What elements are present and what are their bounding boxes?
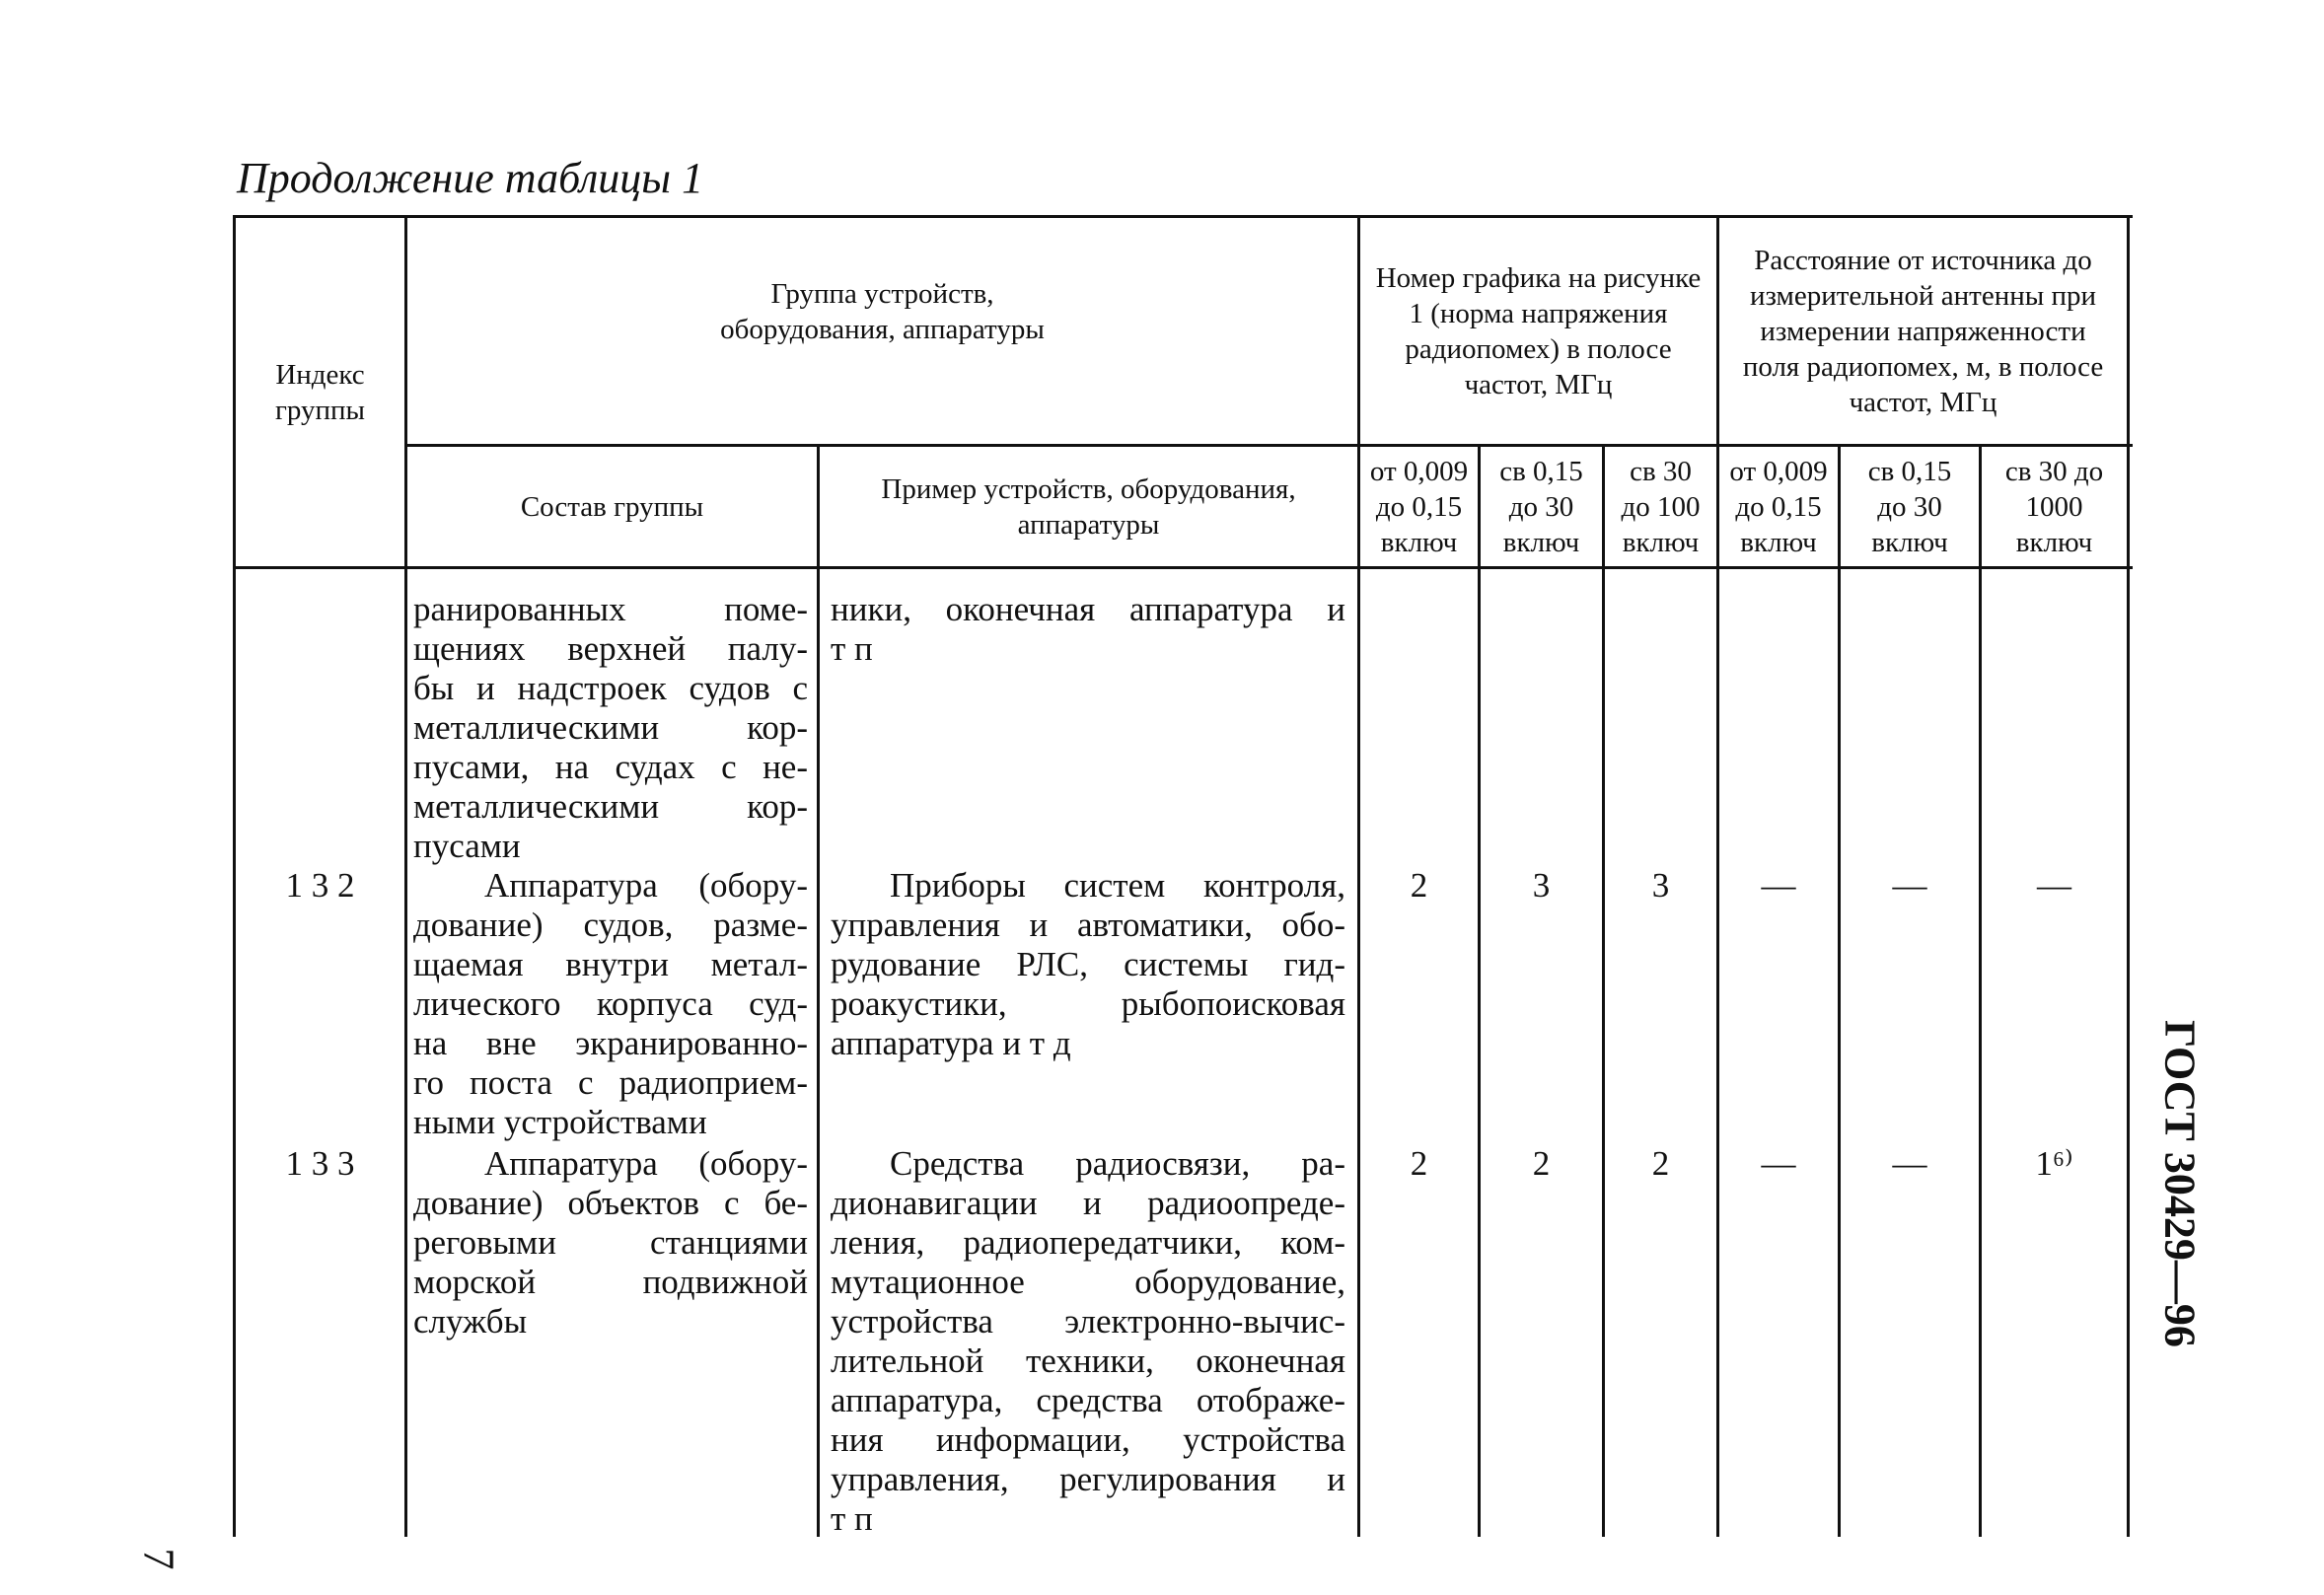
text-line: пусами, на судах с не- — [413, 748, 808, 786]
header-band-1 — [1360, 447, 1478, 566]
header-composition — [407, 447, 817, 566]
rule-composition — [817, 444, 820, 1537]
header-distance — [1719, 218, 2127, 444]
row-2-index: 1 3 3 — [285, 1144, 355, 1183]
header-example-text: Пример устройств, оборудования, аппаратуры — [881, 472, 1296, 541]
text-line: морской подвижной — [413, 1263, 808, 1301]
text-line: дование) судов, разме- — [413, 906, 808, 944]
text-line: дионавигации и радиоопреде- — [831, 1184, 1345, 1222]
row-0-example — [831, 590, 1345, 669]
rule-band1 — [1478, 444, 1481, 1537]
header-band-2-text: св 0,15 до 30 включ — [1499, 455, 1583, 558]
row-2-dist-2: — — [1892, 1144, 1927, 1183]
row-0-composition — [413, 590, 808, 866]
row-2-dist-3: 1⁶⁾ — [2035, 1144, 2073, 1183]
header-example — [820, 447, 1357, 566]
text-line: дование) объектов с бе- — [413, 1184, 808, 1222]
row-1-band-2: 3 — [1532, 866, 1551, 905]
header-dist-band-3 — [1982, 447, 2127, 566]
text-line: службы — [413, 1302, 528, 1341]
row-2-band-1: 2 — [1410, 1144, 1428, 1183]
header-graph-number-text: Номер графика на рисунке 1 (норма напряжения радиопомех) в полосе частот, МГц — [1375, 261, 1702, 400]
text-line: го поста с радиоприем- — [413, 1063, 808, 1102]
row-1-band-3: 3 — [1651, 866, 1670, 905]
text-line: роакустики, рыбопоисковая — [831, 984, 1345, 1023]
text-line: аппаратура и т д — [831, 1024, 1071, 1062]
text-line: ния информации, устройства — [831, 1420, 1345, 1459]
row-1-composition — [413, 866, 808, 1142]
row-1-dist-3: — — [2037, 866, 2071, 905]
row-2-composition — [413, 1144, 808, 1341]
document-code-side-label: ГОСТ 30429—96 — [2155, 1020, 2205, 1347]
text-line: Аппаратура (обору- — [484, 1144, 808, 1183]
row-2-dist-1: — — [1761, 1144, 1796, 1183]
text-line: устройства электронно-вычис- — [831, 1302, 1345, 1341]
text-line: ными устройствами — [413, 1103, 707, 1141]
rule-dist2 — [1979, 444, 1982, 1537]
header-band-2 — [1481, 447, 1602, 566]
row-2-band-3: 2 — [1651, 1144, 1670, 1183]
text-line: лительной техники, оконечная — [831, 1341, 1345, 1380]
rule-right — [2127, 215, 2130, 1537]
text-line: т п — [831, 629, 873, 668]
text-line: лического корпуса суд- — [413, 984, 808, 1023]
row-1-dist-1: — — [1761, 866, 1796, 905]
row-2-example — [831, 1144, 1345, 1539]
header-dist-band-1-text: от 0,009 до 0,15 включ — [1729, 455, 1828, 558]
header-dist-band-3-text: св 30 до 1000 включ — [2004, 455, 2104, 558]
table-caption: Продолжение таблицы 1 — [237, 154, 704, 202]
text-line: т п — [831, 1499, 873, 1538]
text-line: щаемая внутри метал- — [413, 945, 808, 983]
row-1-example — [831, 866, 1345, 1063]
header-dist-band-1 — [1719, 447, 1838, 566]
text-line: на вне экранированно- — [413, 1024, 808, 1062]
header-group-text: Группа устройств, оборудования, аппаратуры — [720, 277, 1045, 345]
text-line: управления, регулирования и — [831, 1460, 1345, 1498]
row-2-band-2: 2 — [1532, 1144, 1551, 1183]
text-line: щениях верхней палу- — [413, 629, 808, 668]
rule-dist1 — [1838, 444, 1841, 1537]
text-line: металлическими кор- — [413, 708, 808, 747]
text-line: мутационное оборудование, — [831, 1263, 1345, 1301]
row-1-dist-2: — — [1892, 866, 1927, 905]
header-index — [236, 218, 404, 566]
text-line: реговыми станциями — [413, 1223, 808, 1262]
text-line: Аппаратура (обору- — [484, 866, 808, 905]
page-number: 7 — [134, 1548, 183, 1570]
text-line: Средства радиосвязи, ра- — [890, 1144, 1345, 1183]
header-band-3-text: св 30 до 100 включ — [1621, 455, 1701, 558]
text-line: бы и надстроек судов с — [413, 669, 808, 707]
header-dist-band-2-text: св 0,15 до 30 включ — [1867, 455, 1952, 558]
header-index-text: Индекс группы — [274, 358, 366, 426]
header-distance-text: Расстояние от источника до измерительной антенны при измерении напряженности поля радиопомех, м, в полосе частот, МГц — [1742, 244, 2104, 418]
header-composition-text: Состав группы — [520, 490, 704, 523]
text-line: металлическими кор- — [413, 787, 808, 826]
header-graph-number — [1360, 218, 1716, 444]
header-band-1-text: от 0,009 до 0,15 включ — [1369, 455, 1469, 558]
text-line: пусами — [413, 827, 521, 865]
rule-band2 — [1602, 444, 1605, 1537]
text-line: рудование РЛС, системы гид- — [831, 945, 1345, 983]
header-group — [407, 218, 1357, 444]
header-dist-band-2 — [1841, 447, 1979, 566]
table-frame — [233, 215, 2133, 1537]
row-1-band-1: 2 — [1410, 866, 1428, 905]
text-line: Приборы систем контроля, — [890, 866, 1345, 905]
header-band-3 — [1605, 447, 1716, 566]
text-line: управления и автоматики, обо- — [831, 906, 1345, 944]
text-line: ранированных поме- — [413, 590, 808, 628]
rule-header-bottom — [233, 566, 2133, 569]
row-1-index: 1 3 2 — [285, 866, 355, 905]
text-line: ления, радиопередатчики, ком- — [831, 1223, 1345, 1262]
text-line: ники, оконечная аппаратура и — [831, 590, 1345, 628]
text-line: аппаратура, средства отображе- — [831, 1381, 1345, 1419]
